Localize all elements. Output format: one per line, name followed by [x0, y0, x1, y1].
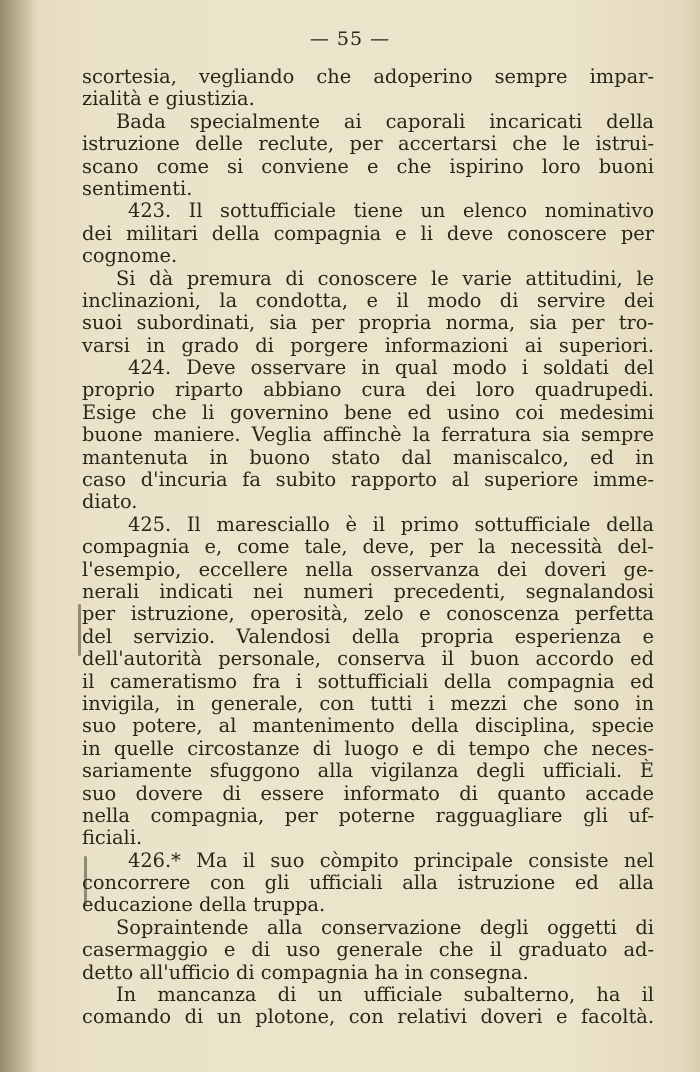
text-line: Esige che li governino bene ed usino coi medesimi	[82, 400, 654, 424]
text-line: In mancanza di un ufficiale subalterno, ha il	[116, 983, 654, 1007]
text-line: diato.	[82, 490, 138, 514]
text-line: dell'autorità personale, conserva il buon accordo ed	[82, 647, 654, 671]
text-line: compagnia e, come tale, deve, per la necessità del-	[82, 535, 654, 559]
text-line: suoi subordinati, sia per propria norma, sia per tro-	[82, 311, 654, 335]
page-number: — 55 —	[309, 28, 391, 50]
body-text	[82, 66, 654, 1029]
text-line: per istruzione, operosità, zelo e conoscenza perfetta	[82, 602, 654, 626]
text-line: 424. Deve osservare in qual modo i soldati del	[128, 356, 654, 380]
text-line: ficiali.	[82, 826, 143, 850]
text-line: educazione della truppa.	[82, 893, 326, 917]
text-line: il cameratismo fra i sottufficiali della compagnia ed	[82, 669, 654, 693]
text-line: varsi in grado di porgere informazioni ai superiori.	[82, 333, 654, 357]
text-line: detto all'ufficio di compagnia ha in consegna.	[82, 960, 529, 984]
text-line: del servizio. Valendosi della propria esperienza e	[82, 624, 654, 648]
text-line: proprio riparto abbiano cura dei loro quadrupedi.	[82, 378, 654, 402]
text-line: in quelle circostanze di luogo e di tempo che neces-	[82, 736, 654, 760]
text-line: Sopraintende alla conservazione degli oggetti di	[116, 915, 654, 939]
text-line: concorrere con gli ufficiali alla istruzione ed alla	[82, 871, 654, 895]
gutter-shadow	[0, 0, 36, 1072]
text-line: dei militari della compagnia e li deve conoscere per	[82, 221, 654, 245]
text-line: inclinazioni, la condotta, e il modo di servire dei	[82, 288, 654, 312]
text-line: 423. Il sottufficiale tiene un elenco nominativo	[128, 199, 654, 223]
text-line: sariamente sfuggono alla vigilanza degli ufficiali. È	[82, 759, 654, 783]
text-line: l'esempio, eccellere nella osservanza dei doveri ge-	[82, 557, 654, 581]
text-line: Si dà premura di conoscere le varie attitudini, le	[116, 266, 654, 290]
text-line: buone maniere. Veglia affinchè la ferratura sia sempre	[82, 423, 654, 447]
text-line: 425. Il maresciallo è il primo sottufficiale della	[128, 512, 654, 536]
text-line: comando di un plotone, con relativi doveri e facoltà.	[82, 1005, 654, 1029]
text-line: scortesia, vegliando che adoperino sempre impar-	[82, 65, 654, 88]
text-line: suo dovere di essere informato di quanto accade	[82, 781, 654, 805]
text-line: zialità e giustizia.	[82, 87, 255, 111]
text-line: mantenuta in buono stato dal maniscalco, ed in	[82, 445, 654, 469]
text-line: cognome.	[82, 244, 178, 268]
text-line: scano come si conviene e che ispirino loro buoni	[82, 154, 654, 178]
text-line: suo potere, al mantenimento della disciplina, specie	[82, 714, 654, 738]
text-line: nella compagnia, per poterne ragguagliare gli uf-	[82, 803, 654, 827]
text-line: invigila, in generale, con tutti i mezzi che sono in	[82, 691, 654, 715]
text-line: istruzione delle reclute, per accertarsi che le istrui-	[82, 132, 654, 156]
text-line: casermaggio e di uso generale che il graduato ad-	[82, 938, 654, 962]
text-line: 426.* Ma il suo còmpito principale consiste nel	[128, 848, 654, 872]
margin-mark	[78, 604, 81, 656]
text-line: Bada specialmente ai caporali incaricati della	[116, 109, 654, 133]
text-line: nerali indicati nei numeri precedenti, segnalandosi	[82, 579, 654, 603]
text-line: sentimenti.	[82, 176, 193, 200]
text-line: caso d'incuria fa subito rapporto al superiore imme-	[82, 468, 654, 492]
